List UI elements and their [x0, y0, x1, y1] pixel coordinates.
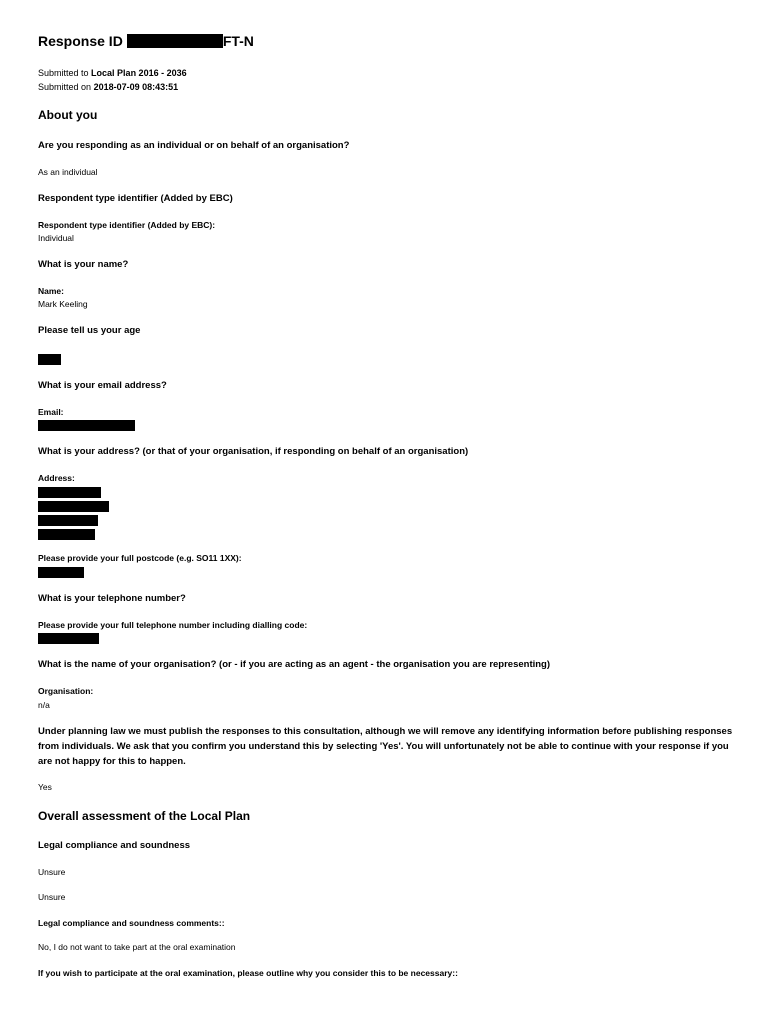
- consent-answer: Yes: [38, 782, 52, 792]
- title-suffix: FT-N: [222, 33, 254, 49]
- question-address: What is your address? (or that of your organisation, if responding on behalf of an organisation): [38, 446, 469, 457]
- question-age: Please tell us your age: [38, 325, 141, 336]
- organisation-label: Organisation:: [38, 686, 94, 696]
- submitted-to-value: Local Plan 2016 - 2036: [91, 68, 187, 78]
- about-heading: About you: [38, 108, 98, 122]
- answer-individual-or-org: As an individual: [38, 167, 98, 177]
- title-prefix: Response ID: [38, 33, 123, 49]
- question-name: What is your name?: [38, 259, 129, 270]
- submitted-on: [38, 82, 178, 92]
- submitted-to: [38, 68, 187, 78]
- telephone-redaction: [38, 633, 99, 644]
- address-line-3-redaction: [38, 515, 98, 526]
- name-value: Mark Keeling: [38, 299, 88, 309]
- name-label: Name:: [38, 286, 64, 296]
- question-respondent-type: Respondent type identifier (Added by EBC): [38, 193, 233, 204]
- legal-compliance-answer-2: Unsure: [38, 892, 66, 902]
- oral-examination-label: If you wish to participate at the oral examination, please outline why you consider this to be necessary::: [38, 968, 458, 978]
- address-line-4-redaction: [38, 529, 95, 540]
- question-telephone: What is your telephone number?: [38, 593, 186, 604]
- telephone-label: Please provide your full telephone number including dialling code:: [38, 620, 308, 630]
- address-line-1-redaction: [38, 487, 101, 498]
- organisation-value: n/a: [38, 700, 50, 710]
- email-redaction: [38, 420, 135, 431]
- email-label: Email:: [38, 407, 64, 417]
- question-legal-compliance: Legal compliance and soundness: [38, 840, 191, 851]
- submitted-to-label: Submitted to: [38, 68, 89, 78]
- response-id-redaction: [127, 34, 223, 48]
- postcode-label: Please provide your full postcode (e.g. SO11 1XX):: [38, 553, 242, 563]
- address-line-2-redaction: [38, 501, 109, 512]
- respondent-type-value: Individual: [38, 233, 74, 243]
- assessment-heading: Overall assessment of the Local Plan: [38, 809, 251, 823]
- response-title: [38, 33, 254, 49]
- question-organisation: What is the name of your organisation? (or - if you are acting as an agent - the organisation you are representing): [38, 659, 551, 670]
- postcode-redaction: [38, 567, 84, 578]
- submitted-on-value: 2018-07-09 08:43:51: [93, 82, 179, 92]
- respondent-type-label: Respondent type identifier (Added by EBC):: [38, 220, 216, 230]
- legal-compliance-comments-value: No, I do not want to take part at the oral examination: [38, 942, 236, 952]
- submitted-on-label: Submitted on: [38, 82, 92, 92]
- legal-compliance-comments-label: Legal compliance and soundness comments::: [38, 918, 225, 928]
- question-individual-or-org: Are you responding as an individual or on behalf of an organisation?: [38, 140, 350, 151]
- question-email: What is your email address?: [38, 380, 167, 391]
- legal-compliance-answer-1: Unsure: [38, 867, 66, 877]
- consent-statement: Under planning law we must publish the responses to this consultation, although we will remove any identifying information before publishing responses from individuals. We ask that you confirm you understand this by selecting 'Yes'. You will unfortunately not be able to continue with your response if you are not happy for this to happen.: [38, 726, 733, 767]
- address-label: Address:: [38, 473, 75, 483]
- age-redaction: [38, 354, 61, 365]
